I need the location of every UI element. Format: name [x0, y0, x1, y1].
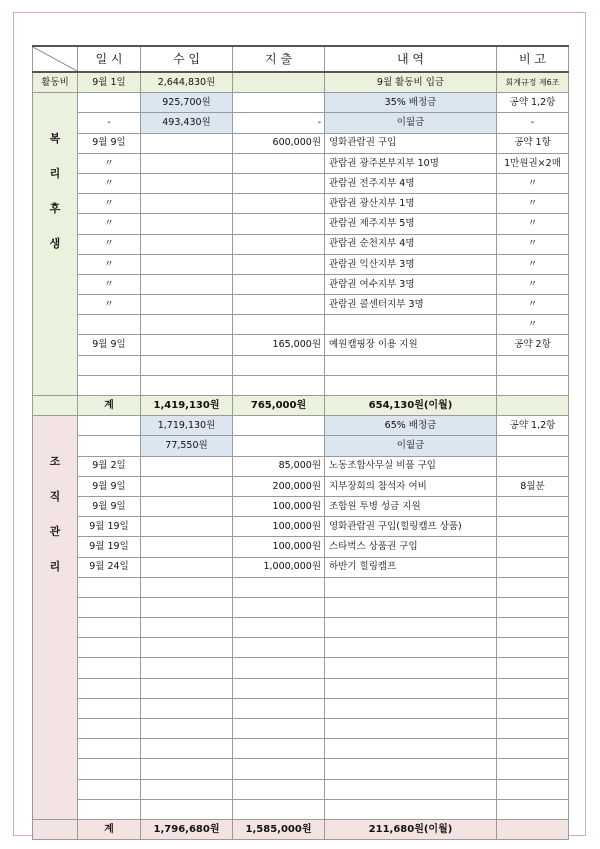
organization-detail-cell: 스타벅스 상품권 구입: [325, 537, 497, 557]
organization-date-cell: 9월 19일: [78, 537, 141, 557]
welfare-expense-cell: [233, 254, 325, 274]
welfare-date-cell: 〃: [78, 194, 141, 214]
welfare-expense-cell: 600,000원: [233, 133, 325, 153]
organization-expense-cell: 85,000원: [233, 456, 325, 476]
welfare-expense-cell: 165,000원: [233, 335, 325, 355]
welfare-note-cell: 〃: [497, 254, 569, 274]
organization-note-cell: [497, 496, 569, 516]
organization-expense-cell: [233, 779, 325, 799]
organization-section-label: [33, 416, 78, 820]
organization-date-cell: [78, 739, 141, 759]
welfare-detail-cell: [325, 375, 497, 395]
organization-expense-cell: [233, 638, 325, 658]
organization-date-cell: 9월 19일: [78, 517, 141, 537]
organization-note-cell: [497, 779, 569, 799]
welfare-detail-cell: [325, 355, 497, 375]
organization-detail-cell: [325, 618, 497, 638]
header-row: [33, 46, 569, 72]
organization-total-income: 1,796,680원: [141, 819, 233, 839]
organization-row: [33, 436, 569, 456]
organization-note-cell: 공약 1,2항: [497, 416, 569, 436]
welfare-total-expense: 765,000원: [233, 396, 325, 416]
organization-section-char: 관: [49, 525, 61, 539]
organization-row: [33, 799, 569, 819]
welfare-date-cell: -: [78, 113, 141, 133]
organization-income-cell: [141, 476, 233, 496]
organization-expense-cell: [233, 698, 325, 718]
organization-note-cell: [497, 759, 569, 779]
welfare-income-cell: [141, 335, 233, 355]
organization-detail-cell: 영화관람권 구입(힐링캠프 상품): [325, 517, 497, 537]
organization-detail-cell: 노동조합사무실 비품 구입: [325, 456, 497, 476]
organization-detail-cell: [325, 739, 497, 759]
organization-date-cell: [78, 618, 141, 638]
organization-note-cell: [497, 799, 569, 819]
header-detail: 내 역: [325, 46, 497, 72]
organization-expense-cell: [233, 759, 325, 779]
welfare-row: [33, 173, 569, 193]
organization-note-cell: [497, 618, 569, 638]
organization-expense-cell: [233, 618, 325, 638]
organization-date-cell: [78, 719, 141, 739]
organization-income-cell: [141, 577, 233, 597]
welfare-note-cell: 〃: [497, 173, 569, 193]
organization-income-cell: 77,550원: [141, 436, 233, 456]
welfare-income-cell: [141, 254, 233, 274]
welfare-note-cell: [497, 355, 569, 375]
organization-detail-cell: 지부장회의 참석자 여비: [325, 476, 497, 496]
organization-detail-cell: 65% 배정금: [325, 416, 497, 436]
organization-note-cell: [497, 597, 569, 617]
organization-total-detail: 211,680원(이월): [325, 819, 497, 839]
organization-expense-cell: [233, 597, 325, 617]
welfare-section-char: 리: [49, 167, 61, 181]
organization-expense-cell: [233, 658, 325, 678]
organization-expense-cell: 100,000원: [233, 517, 325, 537]
header-note: 비 고: [497, 46, 569, 72]
organization-date-cell: [78, 416, 141, 436]
organization-note-cell: [497, 436, 569, 456]
organization-row: [33, 476, 569, 496]
organization-income-cell: [141, 456, 233, 476]
welfare-date-cell: [78, 355, 141, 375]
organization-date-cell: 9월 9일: [78, 476, 141, 496]
organization-section-char: 직: [49, 490, 61, 504]
organization-expense-cell: 1,000,000원: [233, 557, 325, 577]
organization-expense-cell: [233, 577, 325, 597]
organization-income-cell: [141, 759, 233, 779]
welfare-note-cell: 〃: [497, 214, 569, 234]
organization-date-cell: [78, 658, 141, 678]
welfare-date-cell: 〃: [78, 153, 141, 173]
organization-income-cell: [141, 799, 233, 819]
organization-row: [33, 698, 569, 718]
welfare-row: [33, 315, 569, 335]
welfare-expense-cell: [233, 194, 325, 214]
activity-expense: [233, 72, 325, 93]
organization-expense-cell: 100,000원: [233, 496, 325, 516]
organization-income-cell: [141, 597, 233, 617]
welfare-detail-cell: 35% 배정금: [325, 93, 497, 113]
welfare-income-cell: [141, 214, 233, 234]
welfare-detail-cell: 관람권 광주본부지부 10명: [325, 153, 497, 173]
organization-total-expense: 1,585,000원: [233, 819, 325, 839]
activity-category: 활동비: [33, 72, 78, 93]
welfare-row: [33, 254, 569, 274]
welfare-date-cell: 〃: [78, 295, 141, 315]
organization-date-cell: [78, 759, 141, 779]
welfare-section-char: 복: [49, 132, 61, 146]
organization-date-cell: 9월 9일: [78, 496, 141, 516]
welfare-income-cell: [141, 355, 233, 375]
organization-expense-cell: [233, 739, 325, 759]
organization-detail-cell: 조합원 투병 성금 지원: [325, 496, 497, 516]
welfare-note-cell: 〃: [497, 234, 569, 254]
organization-income-cell: [141, 496, 233, 516]
organization-row: [33, 416, 569, 436]
welfare-row: [33, 295, 569, 315]
welfare-income-cell: 925,700원: [141, 93, 233, 113]
welfare-note-cell: 〃: [497, 295, 569, 315]
activity-income: 2,644,830원: [141, 72, 233, 93]
organization-income-cell: [141, 739, 233, 759]
welfare-detail-cell: [325, 315, 497, 335]
welfare-note-cell: 〃: [497, 315, 569, 335]
organization-income-cell: 1,719,130원: [141, 416, 233, 436]
organization-date-cell: [78, 779, 141, 799]
organization-income-cell: [141, 779, 233, 799]
organization-total-label: 계: [78, 819, 141, 839]
welfare-income-cell: [141, 234, 233, 254]
welfare-detail-cell: 관람권 익산지부 3명: [325, 254, 497, 274]
welfare-note-cell: [497, 375, 569, 395]
welfare-row: [33, 355, 569, 375]
welfare-date-cell: 〃: [78, 234, 141, 254]
welfare-expense-cell: [233, 274, 325, 294]
welfare-detail-cell: 영화관람권 구입: [325, 133, 497, 153]
welfare-detail-cell: 관람권 제주지부 5명: [325, 214, 497, 234]
organization-row: [33, 658, 569, 678]
organization-row: [33, 496, 569, 516]
organization-detail-cell: [325, 719, 497, 739]
welfare-note-cell: 〃: [497, 274, 569, 294]
organization-row: [33, 719, 569, 739]
welfare-note-cell: 공약 2항: [497, 335, 569, 355]
organization-date-cell: [78, 638, 141, 658]
organization-date-cell: [78, 577, 141, 597]
organization-row: [33, 557, 569, 577]
organization-section-char: 리: [49, 560, 61, 574]
header-income: 수 입: [141, 46, 233, 72]
organization-expense-cell: [233, 719, 325, 739]
organization-detail-cell: 이월금: [325, 436, 497, 456]
welfare-expense-cell: [233, 355, 325, 375]
welfare-date-cell: [78, 93, 141, 113]
header-corner-cell: [33, 46, 78, 72]
organization-expense-cell: 100,000원: [233, 537, 325, 557]
welfare-date-cell: 〃: [78, 173, 141, 193]
organization-total-row: [33, 819, 569, 839]
organization-row: [33, 638, 569, 658]
organization-date-cell: [78, 698, 141, 718]
organization-income-cell: [141, 638, 233, 658]
welfare-total-detail: 654,130원(이월): [325, 396, 497, 416]
organization-row: [33, 739, 569, 759]
organization-note-cell: [497, 658, 569, 678]
organization-date-cell: 9월 24일: [78, 557, 141, 577]
organization-income-cell: [141, 557, 233, 577]
organization-date-cell: [78, 597, 141, 617]
organization-row: [33, 537, 569, 557]
welfare-row: [33, 113, 569, 133]
organization-note-cell: [497, 517, 569, 537]
welfare-expense-cell: [233, 93, 325, 113]
welfare-income-cell: [141, 153, 233, 173]
welfare-row: [33, 214, 569, 234]
organization-expense-cell: [233, 799, 325, 819]
welfare-expense-cell: [233, 214, 325, 234]
organization-detail-cell: [325, 698, 497, 718]
welfare-income-cell: [141, 274, 233, 294]
welfare-note-cell: -: [497, 113, 569, 133]
organization-income-cell: [141, 719, 233, 739]
welfare-note-cell: 공약 1항: [497, 133, 569, 153]
welfare-date-cell: 〃: [78, 254, 141, 274]
organization-expense-cell: 200,000원: [233, 476, 325, 496]
welfare-expense-cell: -: [233, 113, 325, 133]
welfare-section-label: [33, 93, 78, 396]
header-date: 일 시: [78, 46, 141, 72]
organization-income-cell: [141, 517, 233, 537]
organization-note-cell: [497, 537, 569, 557]
welfare-income-cell: 493,430원: [141, 113, 233, 133]
welfare-detail-cell: 관람권 여수지부 3명: [325, 274, 497, 294]
organization-row: [33, 456, 569, 476]
organization-row: [33, 618, 569, 638]
welfare-date-cell: 〃: [78, 274, 141, 294]
welfare-income-cell: [141, 315, 233, 335]
organization-expense-cell: [233, 416, 325, 436]
welfare-total-note: [497, 396, 569, 416]
organization-note-cell: [497, 577, 569, 597]
organization-detail-cell: [325, 799, 497, 819]
organization-income-cell: [141, 537, 233, 557]
welfare-date-cell: [78, 315, 141, 335]
welfare-total-spacer: [33, 396, 78, 416]
welfare-section-char: 생: [49, 237, 61, 251]
welfare-detail-cell: 이월금: [325, 113, 497, 133]
organization-expense-cell: [233, 678, 325, 698]
welfare-expense-cell: [233, 315, 325, 335]
organization-detail-cell: [325, 678, 497, 698]
welfare-expense-cell: [233, 173, 325, 193]
organization-row: [33, 759, 569, 779]
welfare-row: [33, 274, 569, 294]
organization-income-cell: [141, 678, 233, 698]
organization-note-cell: [497, 698, 569, 718]
organization-row: [33, 577, 569, 597]
welfare-detail-cell: 관람권 전주지부 4명: [325, 173, 497, 193]
activity-note: 회계규정 제6조: [497, 72, 569, 93]
welfare-expense-cell: [233, 234, 325, 254]
welfare-income-cell: [141, 375, 233, 395]
welfare-detail-cell: 관람권 콜센터지부 3명: [325, 295, 497, 315]
organization-date-cell: 9월 2일: [78, 456, 141, 476]
welfare-expense-cell: [233, 295, 325, 315]
welfare-total-row: [33, 396, 569, 416]
organization-note-cell: [497, 719, 569, 739]
welfare-detail-cell: 관람권 순천지부 4명: [325, 234, 497, 254]
organization-section-char: 조: [49, 455, 61, 469]
welfare-row: [33, 234, 569, 254]
organization-note-cell: [497, 456, 569, 476]
activity-date: 9월 1일: [78, 72, 141, 93]
organization-total-spacer: [33, 819, 78, 839]
ledger-table: [32, 45, 569, 840]
organization-detail-cell: [325, 759, 497, 779]
welfare-date-cell: [78, 375, 141, 395]
welfare-date-cell: 〃: [78, 214, 141, 234]
welfare-note-cell: 공약 1,2항: [497, 93, 569, 113]
welfare-row: [33, 153, 569, 173]
welfare-section-char: 후: [49, 202, 61, 216]
organization-row: [33, 517, 569, 537]
welfare-total-label: 계: [78, 396, 141, 416]
organization-income-cell: [141, 658, 233, 678]
welfare-income-cell: [141, 173, 233, 193]
organization-note-cell: [497, 739, 569, 759]
organization-note-cell: 8월분: [497, 476, 569, 496]
organization-row: [33, 779, 569, 799]
organization-date-cell: [78, 436, 141, 456]
organization-detail-cell: [325, 638, 497, 658]
organization-date-cell: [78, 678, 141, 698]
welfare-date-cell: 9월 9일: [78, 133, 141, 153]
organization-detail-cell: 하반기 힐링캠프: [325, 557, 497, 577]
welfare-expense-cell: [233, 375, 325, 395]
welfare-detail-cell: 예원캠핑장 이용 지원: [325, 335, 497, 355]
welfare-total-income: 1,419,130원: [141, 396, 233, 416]
organization-note-cell: [497, 678, 569, 698]
organization-expense-cell: [233, 436, 325, 456]
welfare-row: [33, 194, 569, 214]
organization-note-cell: [497, 557, 569, 577]
welfare-note-cell: 1만원권×2매: [497, 153, 569, 173]
organization-income-cell: [141, 618, 233, 638]
organization-detail-cell: [325, 779, 497, 799]
organization-date-cell: [78, 799, 141, 819]
welfare-row: [33, 335, 569, 355]
welfare-row: [33, 93, 569, 113]
welfare-date-cell: 9월 9일: [78, 335, 141, 355]
welfare-row: [33, 133, 569, 153]
welfare-detail-cell: 관람권 광산지부 1명: [325, 194, 497, 214]
organization-total-note: [497, 819, 569, 839]
welfare-expense-cell: [233, 153, 325, 173]
organization-note-cell: [497, 638, 569, 658]
organization-detail-cell: [325, 658, 497, 678]
organization-detail-cell: [325, 577, 497, 597]
header-expense: 지 출: [233, 46, 325, 72]
organization-income-cell: [141, 698, 233, 718]
welfare-row: [33, 375, 569, 395]
welfare-income-cell: [141, 295, 233, 315]
organization-row: [33, 678, 569, 698]
activity-row: [33, 72, 569, 93]
organization-detail-cell: [325, 597, 497, 617]
welfare-note-cell: 〃: [497, 194, 569, 214]
welfare-income-cell: [141, 133, 233, 153]
activity-detail: 9월 활동비 입금: [325, 72, 497, 93]
organization-row: [33, 597, 569, 617]
welfare-income-cell: [141, 194, 233, 214]
